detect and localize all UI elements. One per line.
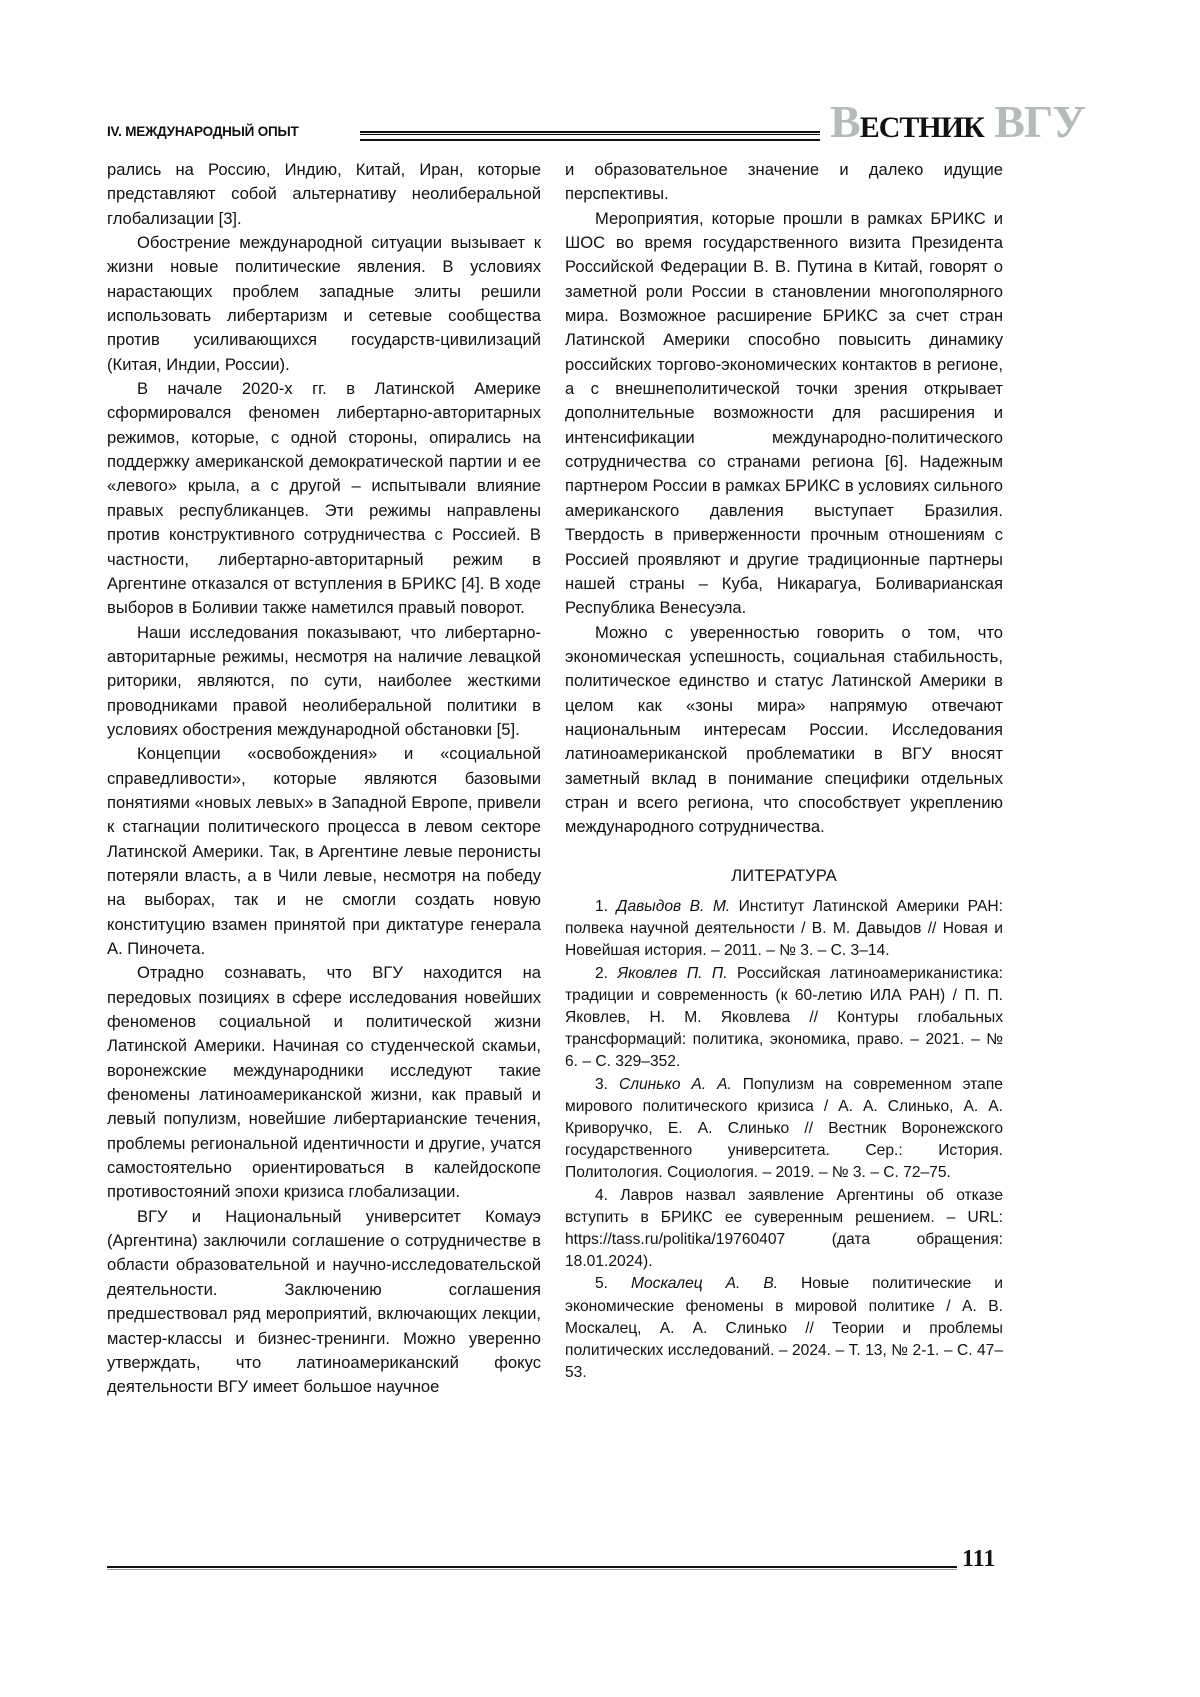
paragraph: В начале 2020-х гг. в Латинской Америке сформировался феномен либертарно-авторитарных режимов, которые, с одной стороны, опирались на поддержку американской демократической партии и ее «левого» крыла, а с другой – испытывали влияние правых республиканцев. Эти режимы направлены против конструктивного сотрудничества с Россией. В частности, либертарно-авторитарный режим в Аргентине отказался от вступления в БРИКС [4]. В ходе выборов в Боливии также наметился правый поворот. <box>107 377 541 620</box>
header-rule <box>360 131 820 141</box>
paragraph: рались на Россию, Индию, Китай, Иран, которые представляют собой альтернативу неолиберальной глобализации [3]. <box>107 158 541 231</box>
reference-list <box>565 896 1003 1384</box>
reference-text: Лавров назвал заявление Аргентины об отказе вступить в БРИКС ее суверенным решением. – URL: https://tass.ru/politika/19760407 (дата обращения: 18.01.2024). <box>565 1187 1003 1271</box>
reference-item <box>565 1273 1003 1384</box>
paragraph: Отрадно сознавать, что ВГУ находится на передовых позициях в сфере исследования новейших феноменов социальной и политической жизни Латинской Америки. Начиная со студенческой скамьи, воронежские международники исследуют такие феномены латиноамериканской жизни, как правый и левый популизм, новейшие либертарианские течения, проблемы региональной идентичности и другие, учатся самостоятельно ориентироваться в калейдоскопе противостояний эпохи кризиса глобализации. <box>107 961 541 1204</box>
paragraph: Концепции «освобождения» и «социальной справедливости», которые являются базовыми понятиями «новых левых» в Западной Европе, привели к стагнации политического процесса в левом секторе Латинской Америки. Так, в Аргентине левые перонисты потеряли власть, а в Чили левые, несмотря на победу на выборах, так и не смогли создать новую конституцию взамен принятой при диктатуре генерала А. Пиночета. <box>107 742 541 961</box>
right-column <box>565 158 1003 1384</box>
reference-author: Слинько А. А. <box>619 1076 732 1093</box>
page-number: 111 <box>962 1546 995 1573</box>
footer-rule <box>107 1566 957 1570</box>
reference-number: 2. <box>595 965 608 982</box>
reference-author: Москалец А. В. <box>631 1275 778 1292</box>
reference-item <box>565 1185 1003 1274</box>
paragraph: Можно с уверенностью говорить о том, что экономическая успешность, социальная стабильность, политическое единство и статус Латинской Америки в целом как «зоны мира» напрямую отвечают национальным интересам России. Исследования латиноамериканской проблематики в ВГУ вносят заметный вклад в понимание специфики отдельных стран и всего региона, что способствует укреплению международного сотрудничества. <box>565 621 1003 840</box>
reference-text: Институт Латинской Америки РАН: полвека научной деятельности / В. М. Давыдов // Новая и Новейшая история. – 2011. – № 3. – С. 3–14. <box>565 898 1003 959</box>
reference-item <box>565 896 1003 963</box>
reference-text: Новые политические и экономические феномены в мировой политике / А. В. Москалец, А. А. Слинько // Теории и проблемы политических исследований. – 2024. – Т. 13, № 2-1. – С. 47–53. <box>565 1275 1003 1381</box>
reference-text: Российская латиноамериканистика: традиции и современность (к 60-летию ИЛА РАН) / П. П. Яковлев, Н. М. Яковлева // Контуры глобальных трансформаций: политика, экономика, право. – 2021. – № 6. – С. 329–352. <box>565 965 1003 1071</box>
reference-author: Яковлев П. П. <box>617 965 727 982</box>
section-title: IV. МЕЖДУНАРОДНЫЙ ОПЫТ <box>107 124 299 139</box>
reference-number: 3. <box>595 1076 608 1093</box>
reference-number: 1. <box>595 898 608 915</box>
paragraph: Обострение международной ситуации вызывает к жизни новые политические явления. В условиях нарастающих проблем западные элиты решили использовать либертаризм и сетевые сообщества против усиливающихся государств-цивилизаций (Китая, Индии, России). <box>107 231 541 377</box>
reference-item <box>565 963 1003 1074</box>
reference-number: 4. <box>595 1187 608 1204</box>
paragraph: и образовательное значение и далеко идущие перспективы. <box>565 158 1003 207</box>
reference-number: 5. <box>595 1275 608 1292</box>
journal-logo: ВЕСТНИК ВГУ <box>830 97 1085 153</box>
literature-heading: ЛИТЕРАТУРА <box>565 864 1003 888</box>
left-column <box>107 158 541 1400</box>
reference-text: Популизм на современном этапе мирового политического кризиса / А. А. Слинько, А. А. Криворучко, Е. А. Слинько // Вестник Воронежского государственного университета. Сер.: История. Политология. Социология. – 2019. – № 3. – С. 72–75. <box>565 1076 1003 1182</box>
paragraph: Мероприятия, которые прошли в рамках БРИКС и ШОС во время государственного визита Президента Российской Федерации В. В. Путина в Китай, говорят о заметной роли России в становлении многополярного мира. Возможное расширение БРИКС за счет стран Латинской Америки способно повысить динамику российских торгово-экономических контактов в регионе, а с внешнеполитической точки зрения открывает дополнительные возможности для расширения и интенсификации международно-политического сотрудничества со странами региона [6]. Надежным партнером России в рамках БРИКС в условиях сильного американского давления выступает Бразилия. Твердость в приверженности прочным отношениям с Россией проявляют и другие традиционные партнеры нашей страны – Куба, Никарагуа, Боливарианская Республика Венесуэла. <box>565 207 1003 621</box>
reference-item <box>565 1074 1003 1185</box>
reference-author: Давыдов В. М. <box>616 898 730 915</box>
paragraph: ВГУ и Национальный университет Комауэ (Аргентина) заключили соглашение о сотрудничестве в области образовательной и научно-исследовательской деятельности. Заключению соглашения предшествовал ряд мероприятий, включающих лекции, мастер-классы и бизнес-тренинги. Можно уверенно утверждать, что латиноамериканский фокус деятельности ВГУ имеет большое научное <box>107 1205 541 1400</box>
paragraph: Наши исследования показывают, что либертарно-авторитарные режимы, несмотря на наличие левацкой риторики, являются, по сути, наиболее жесткими проводниками правой неолиберальной политики в условиях обострения международной обстановки [5]. <box>107 621 541 743</box>
